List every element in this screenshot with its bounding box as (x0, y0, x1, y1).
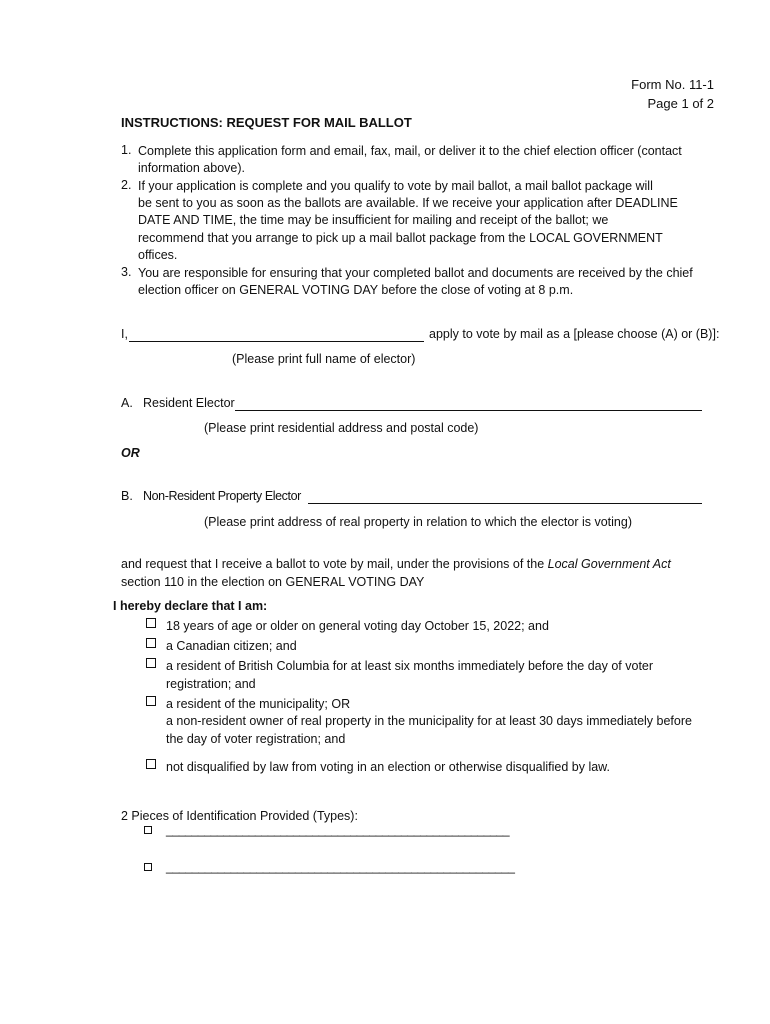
instruction-2-line-5: offices. (138, 248, 178, 262)
option-a-hint: (Please print residential address and postal code) (204, 421, 479, 435)
elector-name-field[interactable] (129, 328, 424, 342)
id-1-checkbox[interactable] (144, 826, 152, 834)
applicant-suffix: apply to vote by mail as a [please choose (A) or (B)]: (429, 327, 720, 341)
instruction-3-line-2: election officer on GENERAL VOTING DAY before the close of voting at 8 p.m. (138, 283, 574, 297)
declaration-bc-resident-text-1: a resident of British Columbia for at least six months immediately before the day of voter (166, 659, 654, 673)
property-address-field[interactable] (308, 490, 702, 504)
option-a-text: Resident Elector (143, 396, 235, 410)
local-government-act: Local Government Act (547, 557, 671, 571)
instruction-2-line-3: DATE AND TIME, the time may be insufficient for mailing and receipt of the ballot; we (138, 213, 609, 227)
request-line-2: section 110 in the election on GENERAL VOTING DAY (121, 575, 425, 589)
declaration-bc-resident-checkbox[interactable] (146, 658, 156, 668)
form-number: Form No. 11-1 (631, 77, 714, 92)
page-number: Page 1 of 2 (647, 96, 714, 111)
instruction-2-line-1: If your application is complete and you qualify to vote by mail ballot, a mail ballot package will (138, 179, 653, 193)
instruction-3-number: 3. (121, 265, 132, 279)
id-1-field[interactable]: ______________________________________________________ (166, 823, 510, 837)
declaration-not-disqualified-checkbox[interactable] (146, 759, 156, 769)
declaration-age-text: 18 years of age or older on general voting day October 15, 2022; and (166, 619, 549, 633)
declare-heading: I hereby declare that I am: (113, 599, 268, 613)
declaration-citizen-checkbox[interactable] (146, 638, 156, 648)
or-label: OR (121, 446, 140, 460)
request-line-1 (121, 557, 671, 571)
applicant-prefix: I, (121, 327, 128, 341)
declaration-age-checkbox[interactable] (146, 618, 156, 628)
declaration-bc-resident-text-2: registration; and (166, 677, 256, 691)
instruction-1-number: 1. (121, 143, 132, 157)
id-2-field[interactable]: ______________________________________________________ (166, 860, 515, 874)
id-2-checkbox[interactable] (144, 863, 152, 871)
instructions-title: INSTRUCTIONS: REQUEST FOR MAIL BALLOT (121, 115, 412, 130)
declaration-municipality-text-3: the day of voter registration; and (166, 732, 346, 746)
option-b-hint: (Please print address of real property in relation to which the elector is voting) (204, 515, 632, 529)
declaration-municipality-checkbox[interactable] (146, 696, 156, 706)
elector-name-hint: (Please print full name of elector) (232, 352, 416, 366)
declaration-not-disqualified-text: not disqualified by law from voting in an election or otherwise disqualified by law. (166, 760, 610, 774)
declaration-municipality-text-1: a resident of the municipality; OR (166, 697, 351, 711)
instruction-1-line-1: Complete this application form and email, fax, mail, or deliver it to the chief election officer (contact (138, 144, 682, 158)
instruction-1-line-2: information above). (138, 161, 246, 175)
instruction-2-line-2: be sent to you as soon as the ballots are available. If we receive your application after DEADLINE (138, 196, 678, 210)
option-b-text: Non-Resident Property Elector (143, 489, 301, 503)
instruction-2-line-4: recommend that you arrange to pick up a mail ballot package from the LOCAL GOVERNMENT (138, 231, 663, 245)
residential-address-field[interactable] (235, 397, 702, 411)
declaration-municipality-text-2: a non-resident owner of real property in the municipality for at least 30 days immediately before (166, 714, 692, 728)
id-heading: 2 Pieces of Identification Provided (Types): (121, 809, 358, 823)
option-b-label: B. (121, 489, 133, 503)
instruction-3-line-1: You are responsible for ensuring that your completed ballot and documents are received by the chief (138, 266, 693, 280)
instruction-2-number: 2. (121, 178, 132, 192)
request-line-1-text: and request that I receive a ballot to vote by mail, under the provisions of the (121, 557, 548, 571)
option-a-label: A. (121, 396, 133, 410)
declaration-citizen-text: a Canadian citizen; and (166, 639, 297, 653)
